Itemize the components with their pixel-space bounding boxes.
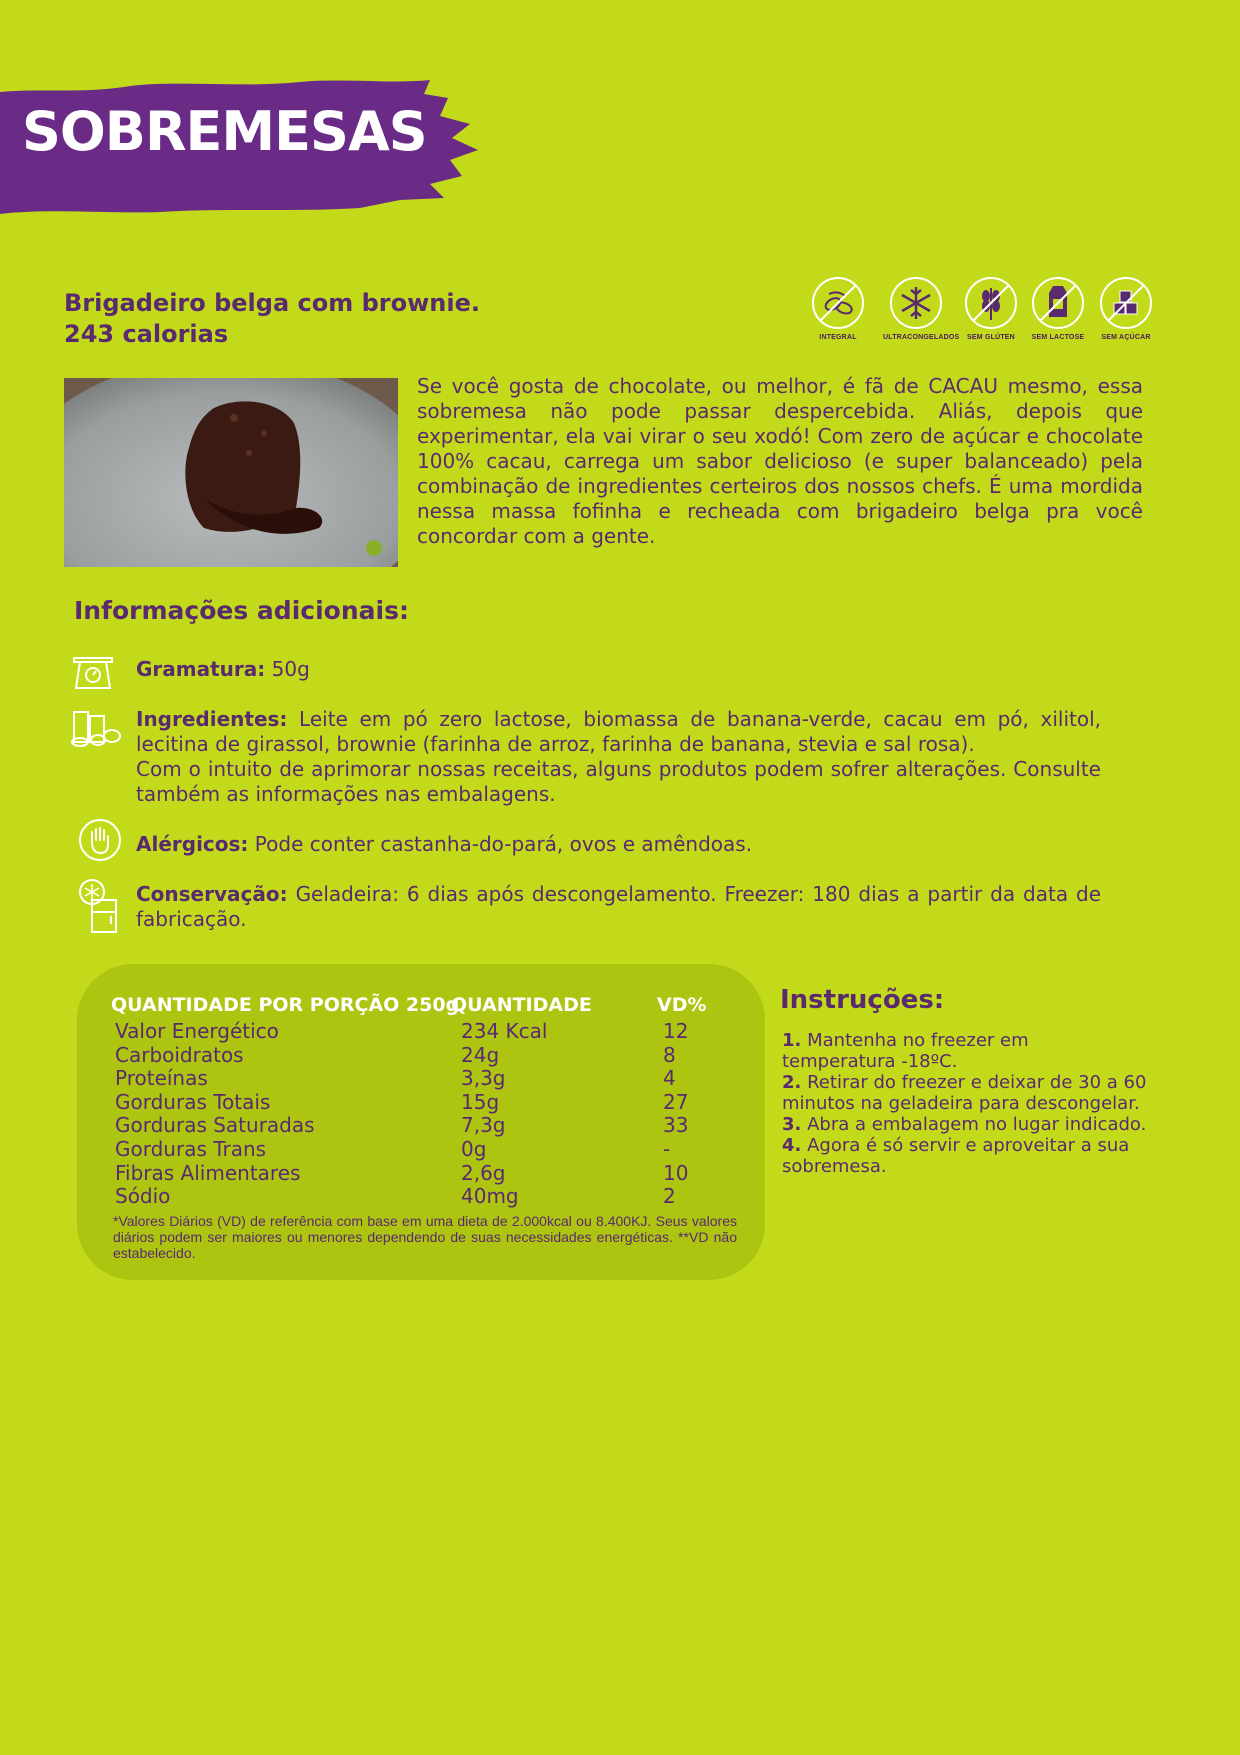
step-text: Abra a embalagem no lugar indicado. bbox=[807, 1114, 1147, 1135]
fridge-icon bbox=[76, 878, 120, 934]
product-photo bbox=[64, 378, 398, 567]
instruction-step bbox=[782, 1114, 1147, 1135]
instructions-heading: Instruções: bbox=[780, 985, 945, 1015]
badge-label: SEM AÇÚCAR bbox=[1101, 334, 1151, 341]
integral-grain-icon bbox=[811, 276, 865, 330]
step-number: 4. bbox=[782, 1135, 802, 1156]
gramatura-label: Gramatura: bbox=[136, 657, 266, 681]
conservacao-value: Geladeira: 6 dias após descongelamento. Freezer: 180 dias a partir da data de fabricação. bbox=[136, 882, 1102, 931]
nutrient-vd: 2 bbox=[663, 1184, 676, 1209]
nutrient-vd: 10 bbox=[663, 1160, 689, 1185]
nutrient-vd: 4 bbox=[663, 1066, 676, 1091]
info-heading: Informações adicionais: bbox=[74, 596, 409, 625]
nutrient-name: Sódio bbox=[115, 1184, 171, 1209]
badge-label: ULTRACONGELADOS bbox=[883, 334, 960, 341]
nutrient-quantity: 234 Kcal bbox=[461, 1019, 548, 1043]
ingredientes-label: Ingredientes: bbox=[136, 707, 288, 731]
badge-sem-lactose bbox=[1025, 276, 1091, 341]
nutrient-vd: 27 bbox=[663, 1089, 689, 1114]
diet-badges bbox=[805, 276, 1165, 356]
gramatura-value: 50g bbox=[271, 657, 310, 681]
section-title: SOBREMESAS bbox=[22, 100, 427, 163]
nutrient-name: Gorduras Saturadas bbox=[115, 1113, 315, 1138]
badge-label: INTEGRAL bbox=[819, 334, 857, 341]
nutrition-footnote: *Valores Diários (VD) de referência com base em uma dieta de 2.000kcal ou 8.400KJ. Seus valores diários podem ser maiores ou menores dependendo de suas necessidades energéticas. **VD não estabelecido. bbox=[113, 1213, 737, 1261]
step-number: 3. bbox=[782, 1114, 802, 1135]
hand-icon bbox=[78, 818, 122, 862]
step-text: Retirar do freezer e deixar de 30 a 60 minutos na geladeira para descongelar. bbox=[782, 1072, 1147, 1114]
nutrition-col-quantity bbox=[461, 1020, 547, 1209]
ingredientes-value: Leite em pó zero lactose, biomassa de banana-verde, cacau em pó, xilitol, lecitina de girassol, brownie (farinha de arroz, farinha de banana, stevia e sal rosa). bbox=[136, 707, 1101, 756]
badge-label: SEM GLÚTEN bbox=[967, 334, 1015, 341]
step-number: 2. bbox=[782, 1072, 802, 1093]
step-text: Agora é só servir e aproveitar a sua sobremesa. bbox=[782, 1135, 1130, 1177]
nutrient-quantity: 0g bbox=[461, 1136, 487, 1161]
ingredientes-note: Com o intuito de aprimorar nossas receitas, alguns produtos podem sofrer alterações. Consulte também as informações nas embalagens. bbox=[136, 757, 1101, 806]
nutrient-quantity: 2,6g bbox=[461, 1160, 506, 1185]
nutrient-quantity: 40mg bbox=[461, 1184, 519, 1209]
nutrient-vd: 12 bbox=[663, 1019, 689, 1043]
instruction-step bbox=[782, 1030, 1147, 1072]
nutrition-col-vd bbox=[663, 1020, 688, 1209]
nutrient-quantity: 7,3g bbox=[461, 1113, 506, 1138]
info-conservacao bbox=[136, 882, 1101, 932]
instruction-step bbox=[782, 1135, 1147, 1177]
scale-icon bbox=[72, 656, 114, 690]
badge-label: SEM LACTOSE bbox=[1031, 334, 1085, 341]
nutrition-header-quantity: QUANTIDADE bbox=[451, 994, 592, 1016]
info-ingredientes bbox=[136, 707, 1101, 807]
info-alergicos bbox=[136, 832, 1101, 857]
product-description: Se você gosta de chocolate, ou melhor, é fã de CACAU mesmo, essa sobremesa não pode passar despercebida. Aliás, depois que experimentar, ela vai virar o seu xodó! Com zero de açúcar e chocolate 100% cacau, carrega um sabor delicioso (e super balanceado) pela combinação de ingredientes certeiros dos nossos chefs. É uma mordida nessa massa fofinha e recheada com brigadeiro belga pra você concordar com a gente. bbox=[417, 374, 1143, 548]
conservacao-label: Conservação: bbox=[136, 882, 288, 906]
no-gluten-icon bbox=[964, 276, 1018, 330]
no-lactose-icon bbox=[1031, 276, 1085, 330]
nutrient-quantity: 15g bbox=[461, 1089, 500, 1114]
step-number: 1. bbox=[782, 1030, 802, 1051]
nutrient-name: Carboidratos bbox=[115, 1042, 244, 1067]
nutrient-name: Fibras Alimentares bbox=[115, 1160, 301, 1185]
badge-sem-acucar bbox=[1093, 276, 1159, 341]
nutrient-vd: 8 bbox=[663, 1042, 676, 1067]
nutrition-header-portion: QUANTIDADE POR PORÇÃO 250g bbox=[111, 994, 460, 1016]
nutrient-name: Gorduras Totais bbox=[115, 1089, 271, 1114]
product-calories: 243 calorias bbox=[64, 320, 229, 348]
nutrient-name: Gorduras Trans bbox=[115, 1136, 267, 1161]
product-name: Brigadeiro belga com brownie. bbox=[64, 289, 480, 317]
badge-integral bbox=[805, 276, 871, 341]
alergicos-label: Alérgicos: bbox=[136, 832, 249, 856]
nutrient-vd: 33 bbox=[663, 1113, 689, 1138]
step-text: Mantenha no freezer em temperatura -18ºC. bbox=[782, 1030, 1029, 1072]
nutrient-name: Valor Energético bbox=[115, 1019, 279, 1043]
snowflake-icon bbox=[889, 276, 943, 330]
nutrient-quantity: 24g bbox=[461, 1042, 500, 1067]
alergicos-value: Pode conter castanha-do-pará, ovos e amêndoas. bbox=[254, 832, 753, 856]
product-title bbox=[64, 288, 480, 350]
nutrition-header-vd: VD% bbox=[657, 994, 707, 1016]
badge-ultracongelados bbox=[883, 276, 960, 341]
instruction-step bbox=[782, 1072, 1147, 1114]
info-gramatura bbox=[136, 657, 1101, 682]
badge-sem-gluten bbox=[958, 276, 1024, 341]
instructions-list bbox=[782, 1030, 1147, 1177]
ingredients-icon bbox=[68, 708, 122, 748]
no-sugar-icon bbox=[1099, 276, 1153, 330]
nutrition-col-nutrient bbox=[115, 1020, 315, 1209]
nutrient-vd: - bbox=[663, 1136, 671, 1161]
nutrient-quantity: 3,3g bbox=[461, 1066, 506, 1091]
nutrient-name: Proteínas bbox=[115, 1066, 208, 1091]
